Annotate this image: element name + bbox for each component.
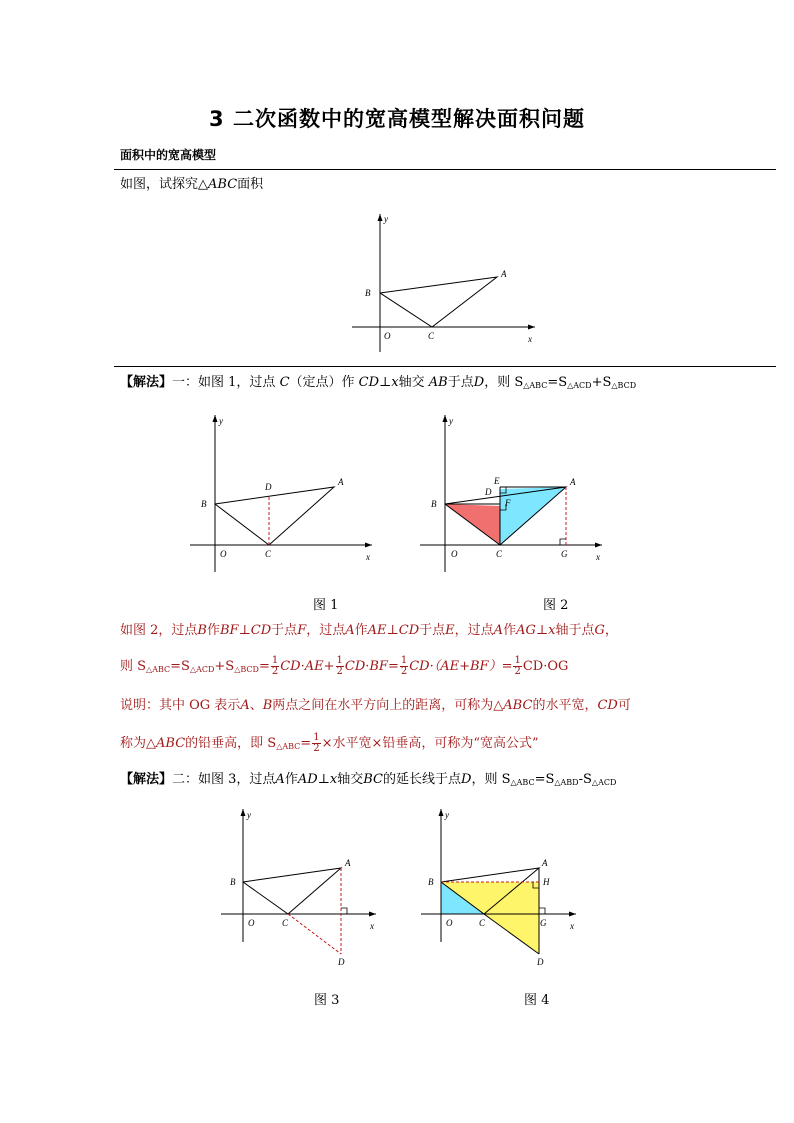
text-fragment: 于点: [447, 375, 474, 390]
label-x: x: [366, 552, 370, 562]
text-fragment: =: [300, 736, 312, 751]
label-D: D: [265, 482, 272, 492]
text-fragment: E: [445, 623, 455, 638]
method2-line: [120, 771, 616, 792]
text-fragment: 面积: [237, 177, 264, 192]
method1-line: [120, 374, 636, 395]
text-fragment: 1: [271, 655, 279, 666]
geometry-stroke: [241, 809, 246, 816]
text-fragment: B: [262, 698, 273, 713]
page-title: 3 二次函数中的宽高模型解决面积问题: [209, 107, 585, 131]
geometry-stroke: [215, 487, 334, 545]
text-fragment: ，过点: [306, 623, 346, 638]
text-fragment: △BCD: [234, 665, 259, 674]
text-fragment: -S: [578, 772, 592, 787]
label-D: D: [537, 957, 544, 967]
caption-fig2: 图 2: [543, 598, 569, 613]
label-C: C: [265, 549, 272, 559]
text-fragment: ⊥: [379, 375, 392, 390]
geometry-stroke: [243, 868, 341, 914]
figure-4: [415, 805, 585, 975]
text-fragment: 2: [400, 666, 408, 677]
text-fragment: [336, 656, 344, 677]
label-y: y: [219, 416, 223, 426]
explanation-line-4: [120, 733, 539, 756]
text-fragment: 于点: [271, 623, 298, 638]
caption-fig3: 图 3: [314, 993, 340, 1008]
text-fragment: =S: [534, 772, 555, 787]
text-fragment: △ABC: [146, 665, 171, 674]
label-C: C: [428, 331, 435, 341]
text-fragment: 如图，试探究: [120, 177, 199, 192]
text-fragment: 一：如图 1，过点: [172, 375, 276, 390]
label-O: O: [446, 918, 453, 928]
figure-2: [415, 410, 610, 580]
geometry-stroke: [569, 912, 576, 917]
label-G: G: [561, 549, 568, 559]
text-fragment: 1: [514, 655, 521, 666]
text-fragment: ×水平宽×铅垂高，可称为“宽高公式”: [321, 736, 539, 751]
caption-fig1: 图 1: [313, 598, 339, 613]
figure-1: [185, 410, 380, 580]
text-fragment: +S: [214, 659, 235, 674]
text-fragment: CD: [398, 623, 420, 638]
label-O: O: [451, 549, 458, 559]
section-subtitle: 面积中的宽高模型: [120, 148, 217, 162]
geometry-stroke: [341, 908, 347, 914]
text-fragment: B: [197, 623, 207, 638]
text-fragment: CD·BF=: [344, 659, 399, 674]
geometry-stroke: [213, 415, 218, 422]
text-fragment: D: [473, 375, 485, 390]
label-O: O: [248, 918, 255, 928]
text-fragment: 【解法】: [120, 375, 173, 390]
text-fragment: △BCD: [611, 381, 637, 390]
text-fragment: ⊥: [535, 623, 549, 638]
text-fragment: 的铅垂高，即 S: [185, 736, 277, 751]
label-A: A: [501, 269, 507, 279]
label-H: H: [543, 877, 550, 887]
text-fragment: △ABC: [276, 742, 301, 751]
text-fragment: 作: [206, 623, 220, 638]
label-y: y: [445, 810, 449, 820]
figure-3: [215, 805, 385, 975]
text-fragment: 1: [313, 732, 320, 743]
label-y: y: [384, 214, 388, 224]
label-x: x: [370, 921, 374, 931]
text-fragment: A: [493, 623, 504, 638]
text-fragment: 则 S: [120, 659, 147, 674]
text-fragment: 1: [336, 655, 343, 666]
text-fragment: +S: [591, 375, 612, 390]
caption-fig4: 图 4: [524, 993, 550, 1008]
text-fragment: 轴交: [398, 375, 425, 390]
text-fragment: 2: [271, 666, 279, 677]
text-fragment: =S: [170, 659, 190, 674]
text-fragment: 1: [400, 655, 408, 666]
text-fragment: 2: [336, 666, 343, 677]
label-x: x: [570, 921, 574, 931]
geometry-stroke: [369, 912, 376, 917]
text-fragment: [271, 656, 279, 677]
text-fragment: =S: [547, 375, 568, 390]
text-fragment: CD·（AE+BF）=: [409, 659, 513, 674]
text-fragment: ，则 S: [471, 772, 511, 787]
label-C: C: [496, 549, 503, 559]
text-fragment: ⊥: [238, 623, 251, 638]
label-O: O: [220, 549, 227, 559]
geometry-stroke: [365, 543, 372, 548]
geometry-stroke: [539, 908, 545, 914]
text-fragment: ，则 S: [484, 375, 524, 390]
text-fragment: =: [258, 659, 270, 674]
text-fragment: 轴于点: [555, 623, 595, 638]
label-B: B: [365, 288, 371, 298]
text-fragment: △ABC: [523, 381, 548, 390]
text-fragment: x: [391, 375, 399, 390]
text-fragment: x: [329, 772, 338, 787]
text-fragment: 说明：其中 OG 表示: [120, 698, 241, 713]
text-fragment: △ABC: [146, 736, 186, 751]
geometry-stroke: [560, 539, 566, 545]
label-x: x: [528, 334, 532, 344]
label-A: A: [542, 858, 548, 868]
text-fragment: 、: [249, 698, 263, 713]
text-fragment: 【解法】: [120, 772, 173, 787]
text-fragment: 作: [503, 623, 517, 638]
geometry-stroke: [528, 325, 535, 330]
label-C: C: [282, 918, 289, 928]
label-B: B: [230, 877, 236, 887]
text-fragment: ，: [604, 623, 618, 638]
text-fragment: AE: [367, 623, 387, 638]
geometry-stroke: [288, 914, 341, 954]
text-fragment: A: [275, 772, 285, 787]
text-fragment: △ABC: [493, 698, 533, 713]
text-fragment: 可: [617, 698, 631, 713]
text-fragment: CD: [250, 623, 272, 638]
geometry-stroke: [595, 543, 602, 548]
text-fragment: 的延长线于点: [382, 772, 461, 787]
label-D: D: [338, 957, 345, 967]
label-G: G: [540, 918, 547, 928]
label-y: y: [247, 810, 251, 820]
text-fragment: AB: [428, 375, 448, 390]
text-fragment: ⊥: [317, 772, 330, 787]
explanation-line-1: [120, 622, 618, 640]
text-fragment: AD: [297, 772, 318, 787]
text-fragment: 的水平宽，: [532, 698, 598, 713]
text-fragment: CD: [358, 375, 380, 390]
text-fragment: （定点）作: [289, 375, 355, 390]
text-fragment: CD·OG: [522, 659, 569, 674]
text-fragment: ⊥: [386, 623, 399, 638]
label-B: B: [431, 499, 437, 509]
label-x: x: [596, 552, 600, 562]
text-fragment: BC: [363, 772, 383, 787]
text-fragment: 于点: [419, 623, 446, 638]
text-fragment: G: [594, 623, 605, 638]
geometry-stroke: [443, 415, 448, 422]
label-A: A: [345, 858, 351, 868]
text-fragment: 称为: [120, 736, 147, 751]
text-fragment: F: [297, 623, 307, 638]
text-fragment: A: [240, 698, 250, 713]
text-fragment: [400, 656, 408, 677]
label-F: F: [505, 498, 511, 508]
text-fragment: 如图 2，过点: [120, 623, 198, 638]
explanation-line-3: [120, 697, 631, 715]
text-fragment: △ACD: [591, 778, 617, 787]
divider-mid: [114, 366, 776, 367]
text-fragment: ABC: [208, 177, 238, 192]
text-fragment: [513, 656, 521, 677]
text-fragment: D: [461, 772, 472, 787]
text-fragment: BF: [219, 623, 239, 638]
text-fragment: C: [279, 375, 290, 390]
intro-line: [120, 176, 263, 194]
text-fragment: A: [345, 623, 355, 638]
label-C: C: [479, 918, 486, 928]
text-fragment: [312, 733, 320, 754]
text-fragment: 轴交: [337, 772, 364, 787]
text-fragment: △ACD: [567, 381, 592, 390]
text-fragment: 2: [514, 666, 521, 677]
label-E: E: [494, 476, 500, 486]
text-fragment: △ACD: [189, 665, 215, 674]
text-fragment: CD: [597, 698, 618, 713]
text-fragment: 两点之间在水平方向上的距离，可称为: [272, 698, 494, 713]
text-fragment: AG: [516, 623, 536, 638]
text-fragment: 2: [313, 743, 320, 754]
text-fragment: 作: [284, 772, 298, 787]
text-fragment: △ABC: [510, 778, 535, 787]
text-fragment: x: [548, 623, 556, 638]
geometry-stroke: [378, 214, 383, 221]
label-y: y: [449, 416, 453, 426]
label-O: O: [384, 331, 391, 341]
text-fragment: 作: [354, 623, 368, 638]
divider-top: [114, 169, 776, 170]
explanation-formula: [120, 656, 568, 679]
text-fragment: ，过点: [454, 623, 494, 638]
geometry-stroke: [380, 277, 497, 327]
geometry-stroke: [439, 809, 444, 816]
label-A: A: [570, 477, 576, 487]
text-fragment: CD·AE+: [280, 659, 335, 674]
text-fragment: △: [198, 177, 209, 192]
label-D: D: [485, 487, 492, 497]
text-fragment: 二：如图 3，过点: [172, 772, 276, 787]
label-B: B: [428, 877, 434, 887]
label-A: A: [338, 477, 344, 487]
text-fragment: △ABD: [554, 778, 579, 787]
figure-main: [345, 208, 545, 356]
label-B: B: [201, 499, 207, 509]
